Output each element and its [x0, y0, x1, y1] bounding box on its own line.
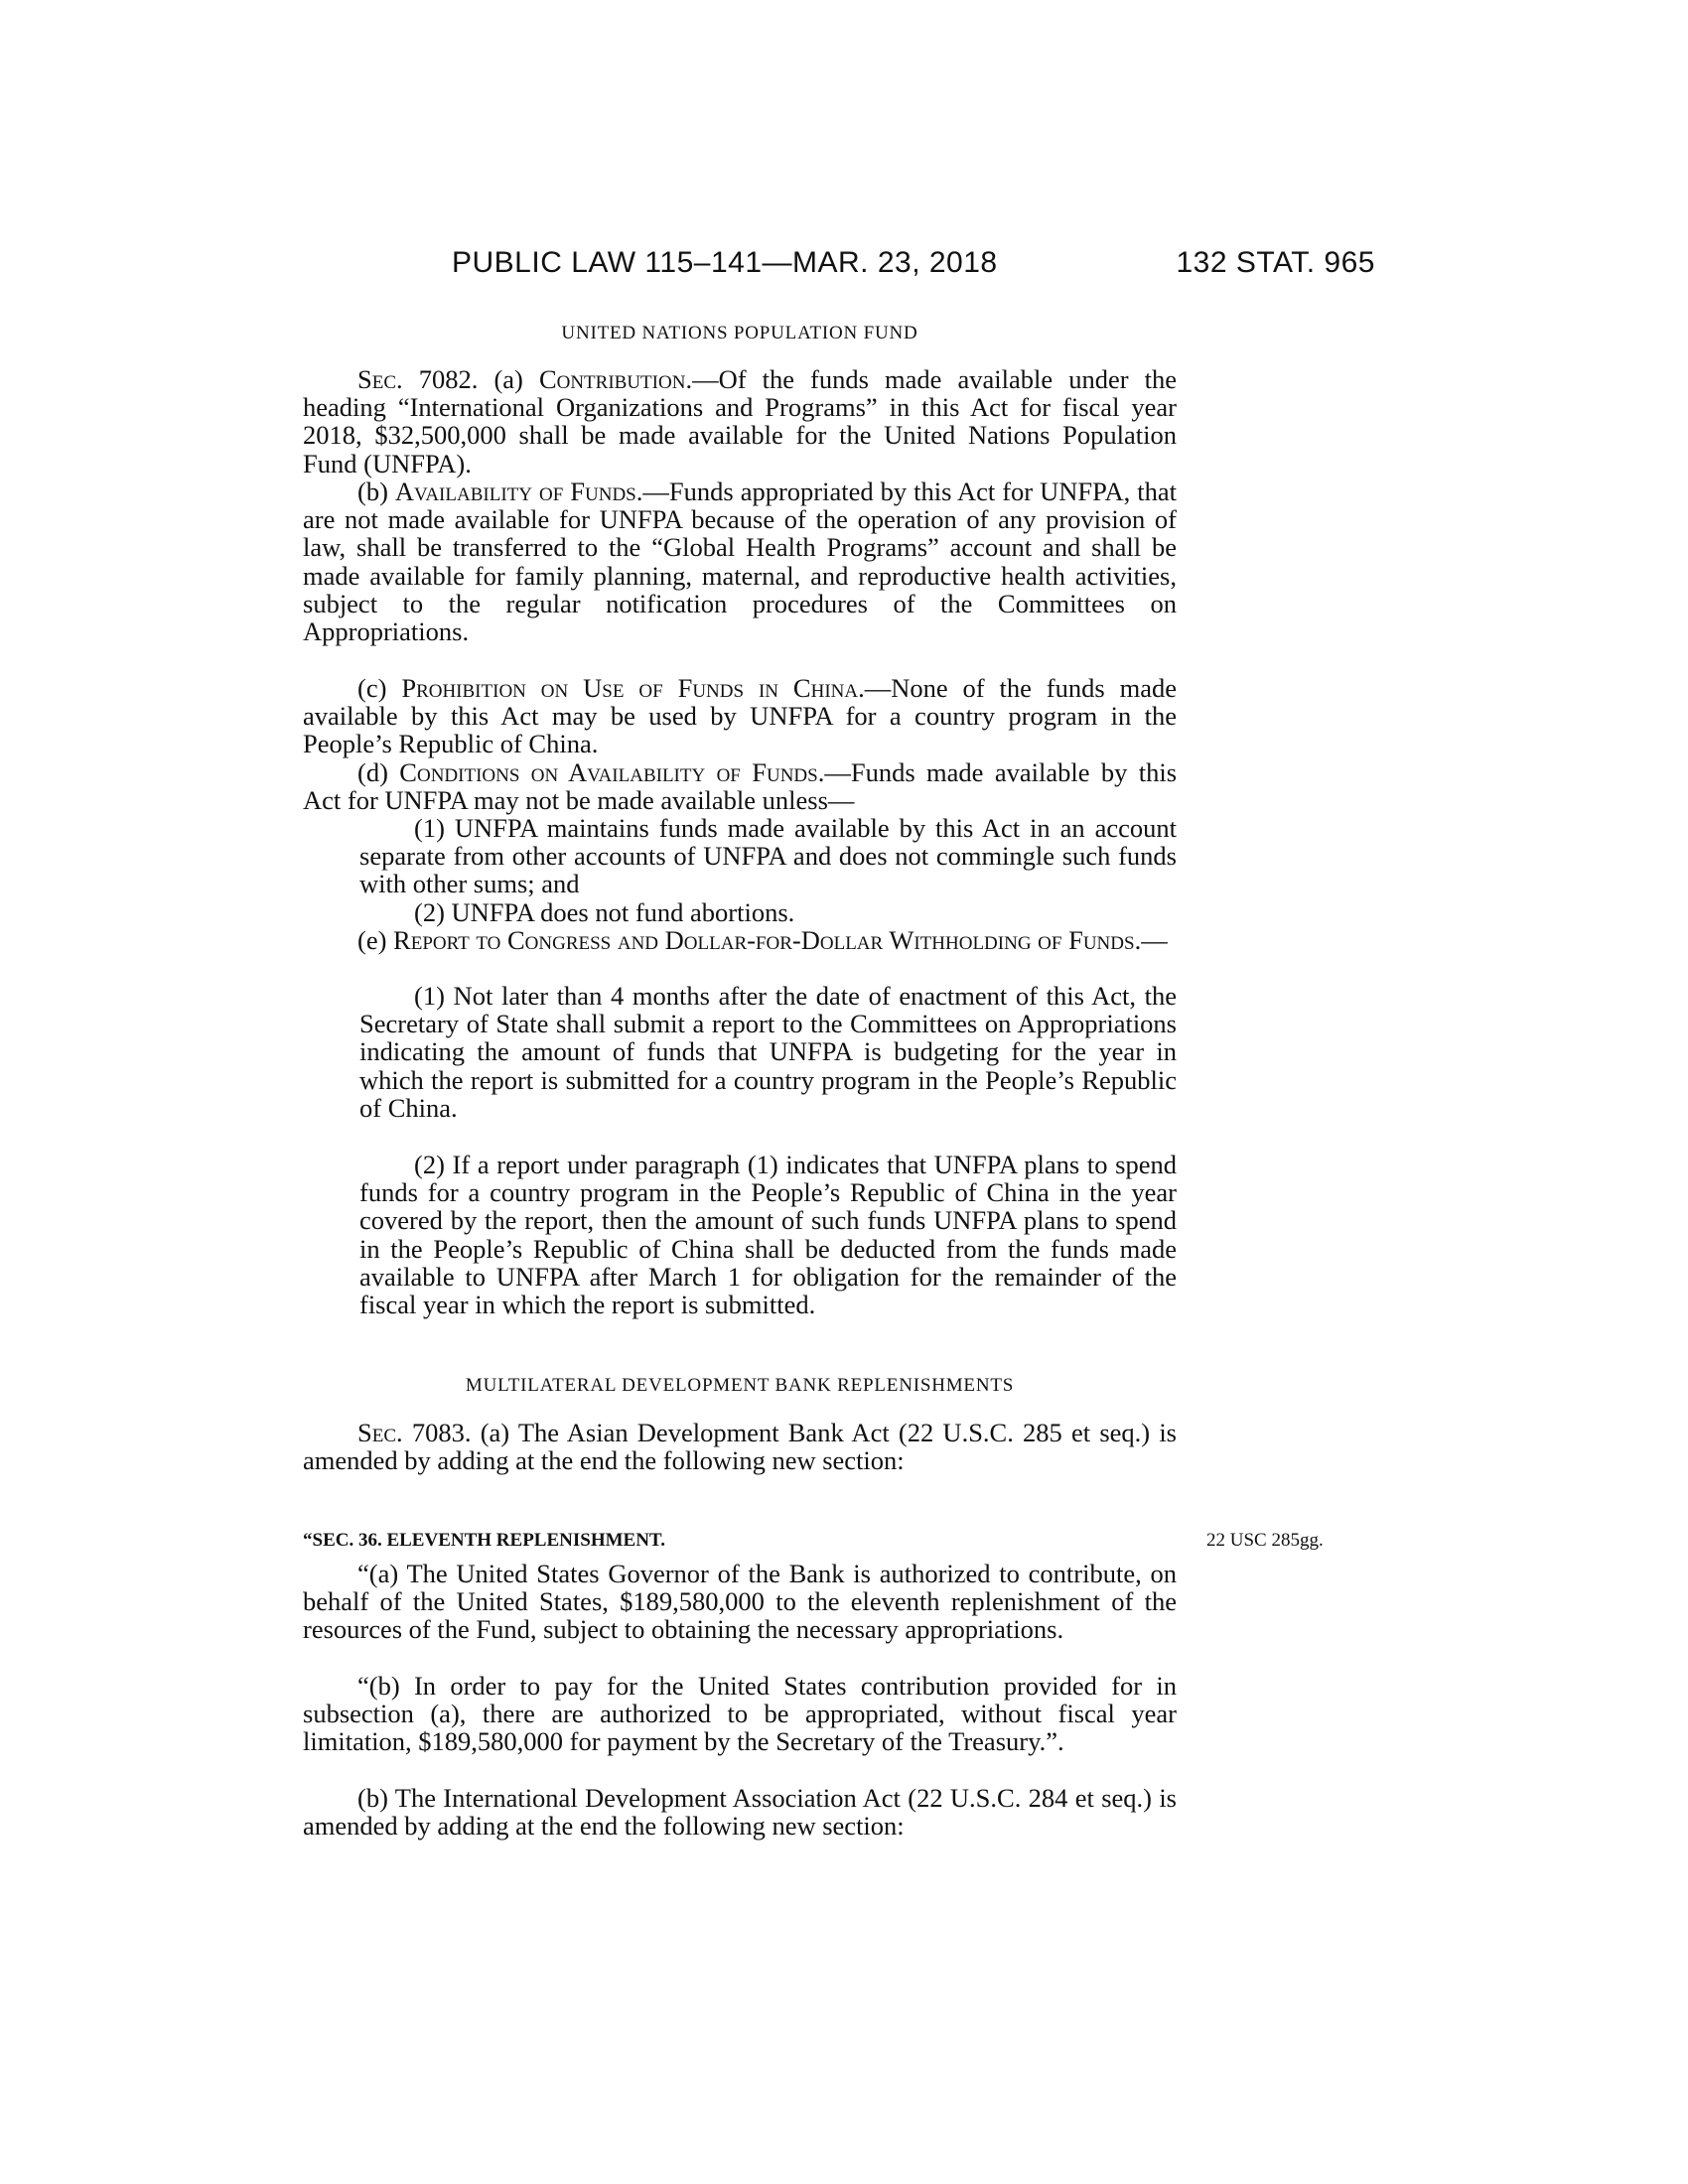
sec-label: Sec. [357, 364, 403, 394]
sec7083-b: (b) The International Development Association Act (22 U.S.C. 284 et seq.) is amended by adding at the end the following new section: [303, 1783, 1177, 1842]
subsection-title: Conditions on Availability of Funds [399, 757, 818, 787]
stat-page-number: 132 STAT. 965 [1176, 246, 1375, 279]
sec7082-b: (b) Availability of Funds.—Funds appropriated by this Act for UNFPA, that are not made available for UNFPA because of the operation of any provision of law, shall be transferred to the “Global Health Programs” account and shall be made available for family planning, maternal, and reproductive health activities, subject to the regular notification procedures of the Committees on Appropriations. [303, 477, 1177, 647]
sec36-heading: “SEC. 36. ELEVENTH REPLENISHMENT. [303, 1530, 665, 1551]
sec7082-d1: (1) UNFPA maintains funds made available by this Act in an account separate from other accounts of UNFPA and does not commingle such funds with other sums; and [359, 813, 1177, 899]
sec7082-e1: (1) Not later than 4 months after the date of enactment of this Act, the Secretary of State shall submit a report to the Committees on Appropriations indicating the amount of funds that UNFPA is budgeting for the year in which the report is submitted for a country program in the People’s Republic of China. [359, 981, 1177, 1123]
section-heading-mdb: MULTILATERAL DEVELOPMENT BANK REPLENISHMENTS [465, 1375, 1015, 1396]
section-heading-unfpa: UNITED NATIONS POPULATION FUND [561, 323, 918, 343]
sec7082-a: Sec. 7082. (a) Contribution.—Of the funds made available under the heading “International Organizations and Programs” in this Act for fiscal year 2018, $32,500,000 shall be made available for the United Nations Population Fund (UNFPA). [303, 364, 1177, 478]
sec7082-d: (d) Conditions on Availability of Funds.—Funds made available by this Act for UNFPA may not be made available unless— [303, 757, 1178, 816]
sec7083-a: Sec. 7083. (a) The Asian Development Bank Act (22 U.S.C. 285 et seq.) is amended by adding at the end the following new section: [303, 1418, 1177, 1476]
subsection-title: Report to Congress and Dollar-for-Dollar Withholding of Funds [393, 925, 1135, 955]
sec7082-d2: (2) UNFPA does not fund abortions. [414, 897, 795, 927]
public-law-title: PUBLIC LAW 115–141—MAR. 23, 2018 [452, 246, 998, 279]
sec36-a: “(a) The United States Governor of the Bank is authorized to contribute, on behalf of the United States, $189,580,000 to the eleventh replenishment of the resources of the Fund, subject to obtaining the necessary appropriations. [303, 1559, 1177, 1645]
sec7082-c: (c) Prohibition on Use of Funds in China.—None of the funds made available by this Act may be used by UNFPA for a country program in the People’s Republic of China. [303, 673, 1177, 759]
page-header [452, 246, 1375, 290]
usc-margin-note: 22 USC 285gg. [1206, 1530, 1324, 1551]
sec36-b: “(b) In order to pay for the United States contribution provided for in subsection (a), there are authorized to be appropriated, without fiscal year limitation, $189,580,000 for payment by the Secretary of the Treasury.”. [303, 1671, 1177, 1757]
sec-label: Sec. [357, 1418, 403, 1447]
sec7082-e2: (2) If a report under paragraph (1) indicates that UNFPA plans to spend funds for a country program in the People’s Republic of China in the year covered by the report, then the amount of such funds UNFPA plans to spend in the People’s Republic of China shall be deducted from the funds made available to UNFPA after March 1 for obligation for the remainder of the fiscal year in which the report is submitted. [359, 1150, 1177, 1320]
subsection-title: Prohibition on Use of Funds in China [401, 673, 859, 703]
subsection-title: Contribution [538, 364, 686, 394]
sec7082-e: (e) Report to Congress and Dollar-for-Dollar Withholding of Funds.— [357, 925, 1168, 955]
subsection-title: Availability of Funds [394, 477, 636, 506]
